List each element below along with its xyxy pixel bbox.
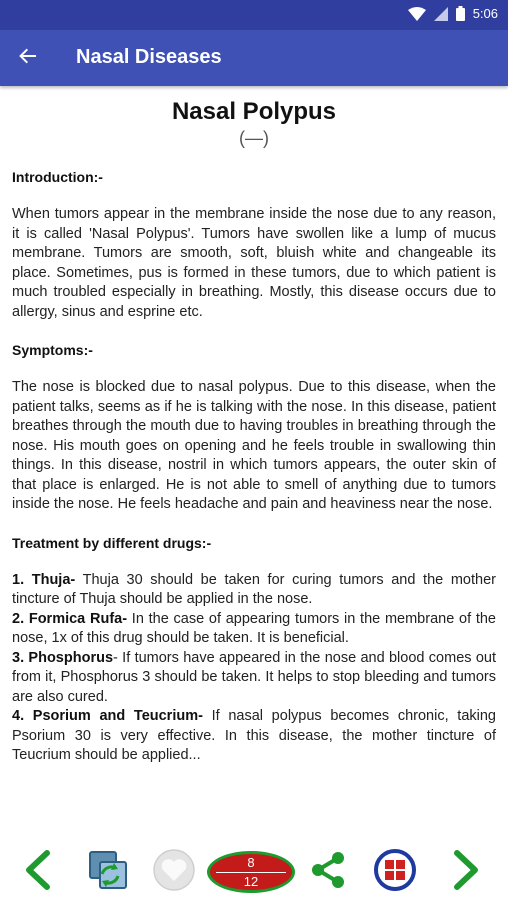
- page-subtitle: (—): [239, 128, 269, 148]
- symptoms-heading: Symptoms:-: [12, 342, 93, 358]
- symptoms-text: The nose is blocked due to nasal polypus. Due to this disease, when the patient talks, seems as if he is talking with the nose. In this disease, patient breathes through the mouth due to having troubles in breathing through the nose. His mouth goes on opening and he feels trouble in swallowing thin things. In this disease, nostril in which tumors appears, the outer skin of that place is enlarged. He is not able to smell of anything due to tumors inside the nose. He feels headache and pain and heaviness near the nose.: [12, 379, 496, 512]
- arrow-left-icon: [18, 46, 38, 71]
- favorite-button[interactable]: [151, 850, 197, 894]
- back-button[interactable]: [14, 44, 42, 72]
- signal-icon: [434, 7, 448, 21]
- previous-button[interactable]: [18, 850, 58, 894]
- heart-icon: [153, 849, 195, 896]
- bottom-toolbar: [0, 840, 508, 900]
- app-bar: [0, 30, 508, 86]
- treatment-text: Thuja 30 should be taken for curing tumors and the mother tincture of Thuja should be applied in the nose.: [12, 571, 496, 607]
- treatment-text: If nasal polypus becomes chronic, taking Psorium 30 is very effective. In this disease, the mother tincture of Teucrium should be applied...: [12, 708, 496, 763]
- treatment-item: [12, 571, 496, 610]
- page-current: 8: [247, 854, 255, 870]
- swap-icon: [88, 850, 128, 895]
- treatment-item: [12, 610, 496, 649]
- treatment-item: [12, 707, 496, 766]
- treatment-name: 4. Psorium and Teucrium-: [12, 708, 203, 724]
- treatment-name: 1. Thuja-: [12, 571, 76, 588]
- treatment-name: 3. Phosphorus: [12, 649, 114, 666]
- status-time: 5:06: [472, 6, 498, 21]
- page-total: 12: [243, 873, 259, 889]
- battery-icon: [456, 6, 465, 21]
- treatment-name: 2. Formica Rufa-: [12, 610, 128, 627]
- next-button[interactable]: [446, 850, 486, 894]
- treatment-item: [12, 649, 496, 708]
- page-counter-badge: [207, 851, 295, 893]
- chevron-left-icon: [23, 850, 53, 895]
- index-button[interactable]: [372, 850, 418, 894]
- chevron-right-icon: [451, 850, 481, 895]
- counter-divider: [216, 872, 286, 873]
- grid-icon: [374, 849, 416, 896]
- share-button[interactable]: [306, 850, 350, 894]
- article-content[interactable]: [0, 86, 508, 833]
- switch-button[interactable]: [86, 850, 130, 894]
- treatment-text: In the case of appearing tumors in the membrane of the nose, 1x of this drug should be taken. It is beneficial.: [12, 610, 496, 646]
- app-bar-title: Nasal Diseases: [76, 46, 222, 68]
- treatment-text: - If tumors have appeared in the nose and blood comes out from it, Phosphorus 3 should be taken. It helps to stop bleeding and tumors are also cured.: [12, 649, 496, 705]
- page-counter[interactable]: [206, 850, 296, 894]
- status-bar: [0, 0, 508, 30]
- introduction-heading: Introduction:-: [12, 169, 103, 185]
- share-icon: [308, 850, 348, 895]
- introduction-text: When tumors appear in the membrane inside the nose due to any reason, it is called 'Nasal Polypus'. Tumors have swollen like a lump of mucus membrane. Tumors are smooth, soft, bluish white and changeable its place. Sometimes, pus is formed in these tumors, due to which patient is much troubled especially in breathing. Mostly, this disease occurs due to allergy, sinus and esprine etc.: [12, 206, 496, 320]
- wifi-icon: [408, 7, 426, 21]
- treatment-heading: Treatment by different drugs:-: [12, 534, 212, 551]
- page-title: Nasal Polypus: [171, 98, 337, 125]
